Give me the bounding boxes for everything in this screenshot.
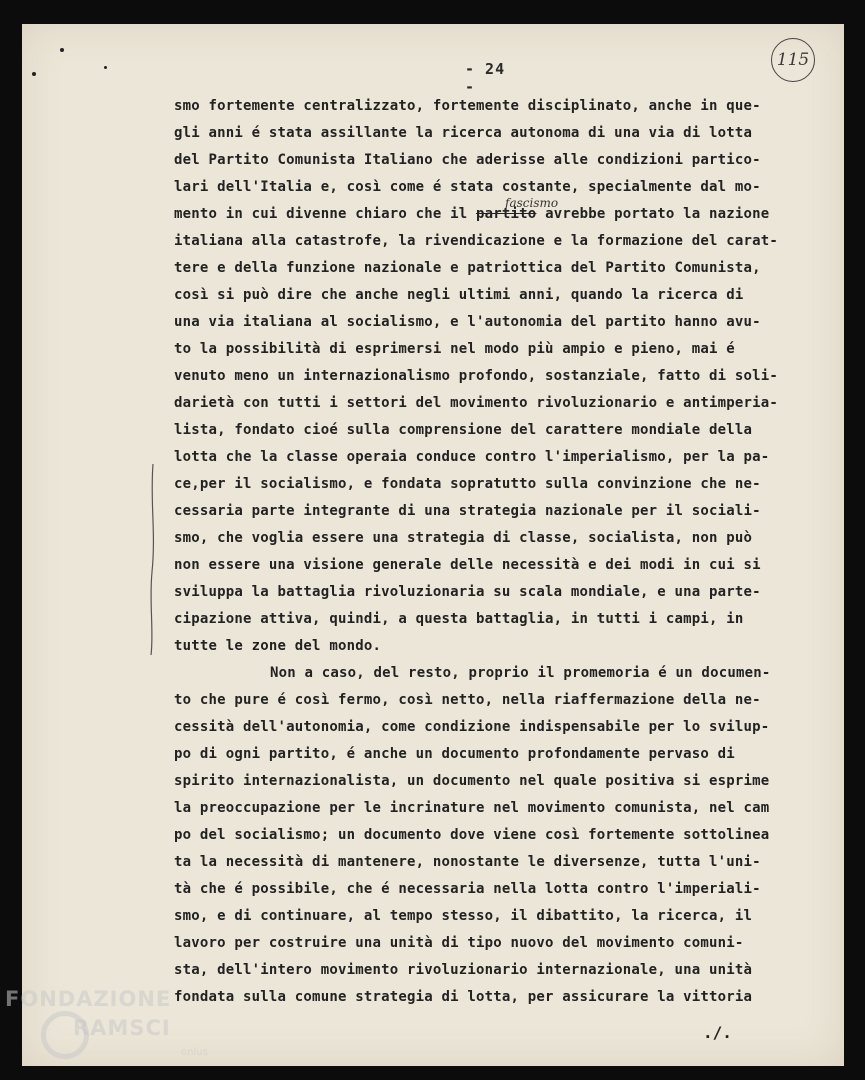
text-line-corrected [174,204,769,224]
text-line: tere e della funzione nazionale e patriottica del Partito Comunista, [174,260,761,276]
text-line: una via italiana al socialismo, e l'autonomia del partito hanno avu- [174,314,761,330]
watermark-line3: onlus [181,1047,208,1058]
text-line: lista, fondato cioé sulla comprensione del carattere mondiale della [174,422,753,438]
handwritten-correction: fascismo [505,196,559,210]
text-line: tà che é possibile, che é necessaria nella lotta contro l'imperiali- [174,881,761,897]
text-line: lari dell'Italia e, così come é stata costante, specialmente dal mo- [174,179,761,195]
text-line: ta la necessità di mantenere, nonostante le diversenze, tutta l'uni- [174,854,761,870]
text-line: to la possibilità di esprimersi nel modo più ampio e pieno, mai é [174,341,735,357]
text-line: darietà con tutti i settori del movimento rivoluzionario e antimperia- [174,395,779,411]
punch-mark [32,72,36,76]
text-line: non essere una visione generale delle necessità e dei modi in cui si [174,557,761,573]
text-line: sta, dell'intero movimento rivoluzionario internazionale, una unità [174,962,753,978]
archive-number-stamp [771,38,815,82]
text-line: spirito internazionalista, un documento nel quale positiva si esprime [174,773,770,789]
text-line: smo, che voglia essere una strategia di classe, socialista, non può [174,530,753,546]
text-line: italiana alla catastrofe, la rivendicazione e la formazione del carat- [174,233,779,249]
archive-number: 115 [776,50,810,70]
text-line: cipazione attiva, quindi, a questa battaglia, in tutti i campi, in [174,611,744,627]
punch-mark [60,48,64,52]
text-line: cessità dell'autonomia, come condizione indispensabile per lo svilup- [174,719,770,735]
margin-bracket-mark [144,462,158,657]
continuation-mark: ./. [703,1023,732,1042]
text-line: così si può dire che anche negli ultimi anni, quando la ricerca di [174,287,744,303]
text-line: po del socialismo; un documento dove viene così fortemente sottolinea [174,827,770,843]
text-line: smo, e di continuare, al tempo stesso, il dibattito, la ricerca, il [174,908,753,924]
strikethrough-word: partito [476,206,537,222]
text-line: del Partito Comunista Italiano che aderisse alle condizioni partico- [174,152,761,168]
text-line: Non a caso, del resto, proprio il promemoria é un documen- [270,665,771,681]
text-line: sviluppa la battaglia rivoluzionaria su scala mondiale, e una parte- [174,584,761,600]
text-line: lavoro per costruire una unità di tipo nuovo del movimento comuni- [174,935,744,951]
text-line: po di ogni partito, é anche un documento profondamente pervaso di [174,746,735,762]
text-line: to che pure é così fermo, così netto, nella riaffermazione della ne- [174,692,761,708]
text-line: venuto meno un internazionalismo profondo, sostanziale, fatto di soli- [174,368,779,384]
text-line: tutte le zone del mondo. [174,638,382,654]
text-line: fondata sulla comune strategia di lotta, per assicurare la vittoria [174,989,753,1005]
watermark-logo [5,985,225,1075]
text-line: smo fortemente centralizzato, fortemente disciplinato, anche in que- [174,98,761,114]
watermark-line1: FONDAZIONE [5,987,172,1011]
watermark-line2: RAMSCI [73,1016,171,1040]
text-line: la preoccupazione per le incrinature nel movimento comunista, nel cam [174,800,770,816]
text-fragment: avrebbe portato la nazione [545,206,770,222]
text-line: gli anni é stata assillante la ricerca autonoma di una via di lotta [174,125,753,141]
punch-mark [104,66,107,69]
text-line: ce,per il socialismo, e fondata sopratutto sulla convinzione che ne- [174,476,761,492]
text-line: cessaria parte integrante di una strategia nazionale per il sociali- [174,503,761,519]
text-line: lotta che la classe operaia conduce contro l'imperialismo, per la pa- [174,449,770,465]
page-number: - 24 - [465,60,506,96]
text-fragment: mento in cui divenne chiaro che il [174,206,468,222]
